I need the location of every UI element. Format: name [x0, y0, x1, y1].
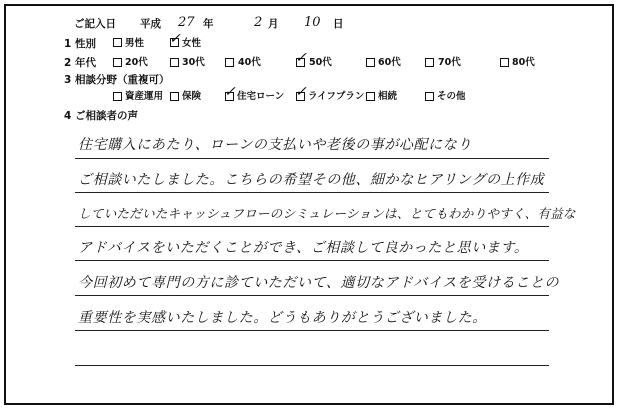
- field-inheritance-label: 相続: [378, 91, 398, 102]
- field-insurance-label: 保険: [182, 91, 202, 102]
- age-40-checkbox[interactable]: [225, 58, 234, 67]
- voice-label: 4 ご相談者の声: [64, 110, 138, 122]
- age-80-checkbox[interactable]: [500, 58, 509, 67]
- age-50-check-mark: ✓: [295, 50, 307, 66]
- male-checkbox[interactable]: [113, 38, 122, 47]
- age-50-label: 50代: [309, 57, 332, 68]
- female-label: 女性: [182, 38, 202, 49]
- field-other-checkbox[interactable]: [425, 92, 434, 101]
- age-40-label: 40代: [238, 57, 261, 68]
- housing-loan-check-mark: ✓: [224, 84, 236, 100]
- comment-line: アドバイスをいただくことができ、ご相談して良かったと思います。: [78, 240, 529, 256]
- fill-date-label: ご記入日: [74, 18, 116, 30]
- ruled-line: [75, 192, 549, 193]
- year-value: 27: [178, 15, 195, 30]
- year-unit: 年: [203, 18, 214, 30]
- comment-line: 住宅購入にあたり、ローンの支払いや老後の事が心配になり: [78, 137, 472, 153]
- field-insurance-checkbox[interactable]: [170, 92, 179, 101]
- age-60-label: 60代: [378, 57, 401, 68]
- age-label: 2 年代: [64, 57, 96, 69]
- field-inheritance-checkbox[interactable]: [366, 92, 375, 101]
- age-70-checkbox[interactable]: [425, 58, 434, 67]
- era-label: 平成: [140, 18, 161, 30]
- age-30-label: 30代: [182, 57, 205, 68]
- age-20-checkbox[interactable]: [113, 58, 122, 67]
- month-value: 2: [254, 15, 263, 30]
- ruled-line: [75, 295, 549, 296]
- age-20-label: 20代: [125, 57, 148, 68]
- ruled-line: [75, 260, 549, 261]
- day-unit: 日: [333, 18, 344, 30]
- comment-line: 重要性を実感いたしました。どうもありがとうございました。: [78, 310, 487, 326]
- field-other-label: その他: [437, 91, 466, 102]
- ruled-line: [75, 158, 549, 159]
- field-assets-label: 資産運用: [125, 91, 164, 102]
- life-plan-check-mark: ✓: [295, 84, 307, 100]
- comment-line: 今回初めて専門の方に診ていただいて、適切なアドバイスを受けることの: [78, 275, 560, 291]
- ruled-line: [75, 226, 549, 227]
- gender-label: 1 性別: [64, 38, 96, 50]
- day-value: 10: [304, 15, 321, 30]
- male-label: 男性: [125, 38, 145, 49]
- field-assets-checkbox[interactable]: [113, 92, 122, 101]
- ruled-line: [75, 365, 549, 366]
- consult-label: 3 相談分野（重複可）: [64, 74, 170, 86]
- age-80-label: 80代: [512, 57, 535, 68]
- comment-line: していただいたキャッシュフローのシミュレーションは、とてもわかりやすく、有益な: [78, 206, 576, 221]
- field-housing-loan-label: 住宅ローン: [237, 91, 285, 102]
- comment-line: ご相談いたしました。こちらの希望その他、細かなヒアリングの上作成: [78, 172, 545, 188]
- month-unit: 月: [268, 18, 279, 30]
- female-check-mark: ✓: [169, 31, 181, 47]
- ruled-line: [75, 330, 549, 331]
- age-60-checkbox[interactable]: [366, 58, 375, 67]
- age-70-label: 70代: [438, 57, 461, 68]
- age-30-checkbox[interactable]: [170, 58, 179, 67]
- field-life-plan-label: ライフプラン: [308, 91, 365, 102]
